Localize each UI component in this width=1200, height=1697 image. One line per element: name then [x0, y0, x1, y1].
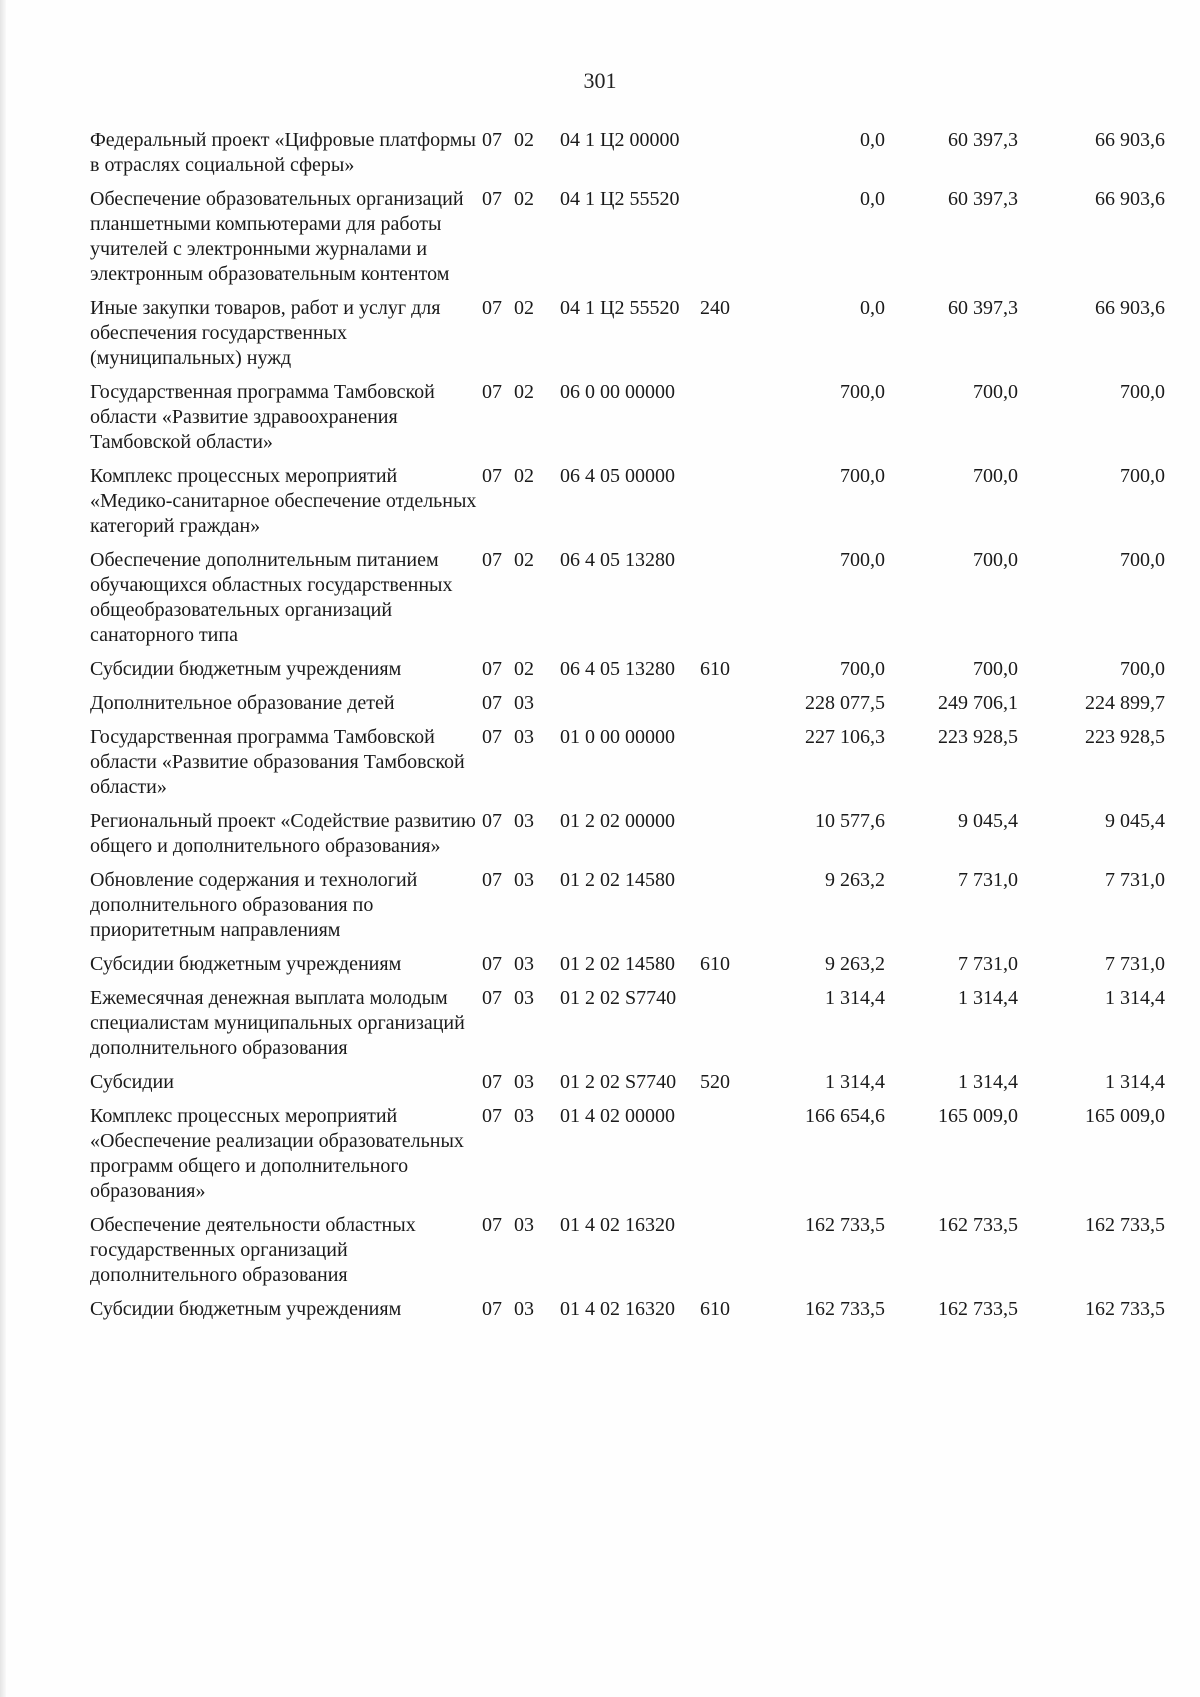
cell-name: Комплекс процессных мероприятий «Обеспечение реализации образовательных программ общего и дополнительного образования»	[90, 1105, 464, 1202]
cell-amount-1: 0,0	[860, 129, 885, 151]
cell-amount-3: 165 009,0	[1085, 1105, 1165, 1127]
cell-amount-3: 700,0	[1120, 549, 1165, 571]
cell-section: 07	[482, 129, 502, 151]
cell-expense-type	[700, 128, 760, 187]
cell-expense-type	[700, 1104, 760, 1213]
cell-expense-type	[700, 380, 760, 464]
cell-subsection: 03	[514, 1298, 534, 1320]
cell-amount-2: 700,0	[973, 658, 1018, 680]
cell-subsection: 03	[514, 987, 534, 1009]
cell-name: Субсидии бюджетным учреждениям	[90, 658, 402, 680]
cell-section: 07	[482, 987, 502, 1009]
cell-expense-type: 240	[700, 297, 730, 319]
cell-section: 07	[482, 810, 502, 832]
cell-target-article	[560, 691, 700, 725]
cell-target-article: 06 4 05 00000	[560, 465, 675, 487]
table-row	[90, 1213, 1165, 1297]
cell-subsection: 03	[514, 1071, 534, 1093]
cell-amount-2: 700,0	[973, 465, 1018, 487]
table-row	[90, 657, 1165, 691]
table-row	[90, 1297, 1165, 1331]
cell-subsection: 02	[514, 129, 534, 151]
cell-amount-2: 60 397,3	[948, 297, 1018, 319]
cell-name: Субсидии бюджетным учреждениям	[90, 1298, 402, 1320]
cell-target-article: 01 4 02 00000	[560, 1105, 675, 1127]
cell-subsection: 03	[514, 726, 534, 748]
cell-amount-2: 165 009,0	[938, 1105, 1018, 1127]
cell-target-article: 01 2 02 S7740	[560, 987, 677, 1009]
cell-amount-2: 1 314,4	[958, 987, 1018, 1009]
cell-amount-3: 7 731,0	[1105, 953, 1165, 975]
cell-amount-3: 66 903,6	[1095, 129, 1165, 151]
cell-amount-3: 223 928,5	[1085, 726, 1165, 748]
table-row	[90, 725, 1165, 809]
cell-target-article: 06 4 05 13280	[560, 549, 675, 571]
cell-amount-3: 9 045,4	[1105, 810, 1165, 832]
cell-name: Обновление содержания и технологий дополнительного образования по приоритетным направлениям	[90, 869, 418, 941]
cell-target-article: 01 2 02 14580	[560, 869, 675, 891]
cell-amount-1: 227 106,3	[805, 726, 885, 748]
cell-amount-1: 166 654,6	[805, 1105, 885, 1127]
cell-subsection: 03	[514, 869, 534, 891]
cell-expense-type: 610	[700, 1298, 730, 1320]
table-row	[90, 986, 1165, 1070]
cell-target-article: 01 0 00 00000	[560, 726, 675, 748]
cell-amount-2: 7 731,0	[958, 953, 1018, 975]
cell-expense-type	[700, 548, 760, 657]
cell-amount-2: 162 733,5	[938, 1298, 1018, 1320]
cell-name: Федеральный проект «Цифровые платформы в отраслях социальной сферы»	[90, 129, 476, 176]
cell-name: Комплекс процессных мероприятий «Медико-санитарное обеспечение отдельных категорий граждан»	[90, 465, 477, 537]
cell-amount-1: 0,0	[860, 297, 885, 319]
cell-expense-type	[700, 986, 760, 1070]
cell-target-article: 01 4 02 16320	[560, 1214, 675, 1236]
cell-section: 07	[482, 188, 502, 210]
cell-section: 07	[482, 1105, 502, 1127]
cell-name: Ежемесячная денежная выплата молодым специалистам муниципальных организаций дополнительного образования	[90, 987, 465, 1059]
cell-expense-type	[700, 1213, 760, 1297]
cell-subsection: 03	[514, 810, 534, 832]
cell-section: 07	[482, 1214, 502, 1236]
cell-amount-1: 1 314,4	[825, 1071, 885, 1093]
cell-amount-3: 162 733,5	[1085, 1214, 1165, 1236]
cell-expense-type	[700, 725, 760, 809]
cell-expense-type	[700, 809, 760, 868]
cell-section: 07	[482, 692, 502, 714]
cell-expense-type: 520	[700, 1071, 730, 1093]
cell-subsection: 03	[514, 1105, 534, 1127]
cell-subsection: 02	[514, 297, 534, 319]
cell-name: Государственная программа Тамбовской области «Развитие образования Тамбовской области»	[90, 726, 465, 798]
cell-amount-3: 700,0	[1120, 658, 1165, 680]
cell-subsection: 03	[514, 1214, 534, 1236]
cell-amount-1: 700,0	[840, 658, 885, 680]
cell-expense-type	[700, 868, 760, 952]
table-row	[90, 868, 1165, 952]
cell-name: Обеспечение дополнительным питанием обучающихся областных государственных общеобразовательных организаций санаторного типа	[90, 549, 453, 646]
cell-subsection: 02	[514, 465, 534, 487]
cell-amount-2: 700,0	[973, 549, 1018, 571]
cell-section: 07	[482, 1071, 502, 1093]
cell-amount-2: 60 397,3	[948, 129, 1018, 151]
cell-name: Дополнительное образование детей	[90, 692, 395, 714]
cell-section: 07	[482, 869, 502, 891]
table-row	[90, 1070, 1165, 1104]
cell-amount-1: 10 577,6	[815, 810, 885, 832]
cell-amount-2: 1 314,4	[958, 1071, 1018, 1093]
cell-amount-1: 0,0	[860, 188, 885, 210]
cell-subsection: 03	[514, 953, 534, 975]
cell-amount-1: 162 733,5	[805, 1214, 885, 1236]
cell-amount-3: 7 731,0	[1105, 869, 1165, 891]
table-row	[90, 128, 1165, 187]
budget-table-body	[90, 128, 1165, 1331]
cell-subsection: 03	[514, 692, 534, 714]
cell-name: Государственная программа Тамбовской области «Развитие здравоохранения Тамбовской области»	[90, 381, 435, 453]
cell-section: 07	[482, 658, 502, 680]
cell-expense-type	[700, 187, 760, 296]
cell-target-article: 01 4 02 16320	[560, 1298, 675, 1320]
cell-amount-3: 162 733,5	[1085, 1298, 1165, 1320]
budget-table	[90, 128, 1165, 1331]
cell-target-article: 01 2 02 00000	[560, 810, 675, 832]
cell-section: 07	[482, 465, 502, 487]
table-row	[90, 548, 1165, 657]
cell-target-article: 01 2 02 S7740	[560, 1071, 677, 1093]
cell-amount-2: 7 731,0	[958, 869, 1018, 891]
cell-amount-3: 66 903,6	[1095, 297, 1165, 319]
cell-amount-3: 1 314,4	[1105, 1071, 1165, 1093]
table-row	[90, 187, 1165, 296]
cell-section: 07	[482, 381, 502, 403]
cell-amount-1: 228 077,5	[805, 692, 885, 714]
cell-name: Обеспечение деятельности областных государственных организаций дополнительного образования	[90, 1214, 416, 1286]
cell-amount-1: 162 733,5	[805, 1298, 885, 1320]
cell-amount-1: 9 263,2	[825, 869, 885, 891]
cell-amount-1: 1 314,4	[825, 987, 885, 1009]
cell-section: 07	[482, 549, 502, 571]
cell-target-article: 04 1 Ц2 55520	[560, 297, 680, 319]
cell-target-article: 06 4 05 13280	[560, 658, 675, 680]
cell-amount-1: 700,0	[840, 381, 885, 403]
cell-amount-1: 700,0	[840, 549, 885, 571]
cell-section: 07	[482, 297, 502, 319]
cell-expense-type: 610	[700, 658, 730, 680]
table-row	[90, 464, 1165, 548]
cell-amount-1: 9 263,2	[825, 953, 885, 975]
cell-amount-3: 66 903,6	[1095, 188, 1165, 210]
cell-name: Субсидии	[90, 1071, 174, 1093]
cell-amount-3: 224 899,7	[1085, 692, 1165, 714]
cell-name: Региональный проект «Содействие развитию общего и дополнительного образования»	[90, 810, 476, 857]
cell-section: 07	[482, 953, 502, 975]
cell-expense-type	[700, 464, 760, 548]
page-number: 301	[583, 68, 617, 93]
scan-edge	[0, 0, 6, 1697]
table-row	[90, 691, 1165, 725]
cell-section: 07	[482, 1298, 502, 1320]
cell-target-article: 04 1 Ц2 00000	[560, 129, 680, 151]
cell-target-article: 04 1 Ц2 55520	[560, 188, 680, 210]
table-row	[90, 296, 1165, 380]
cell-target-article: 06 0 00 00000	[560, 381, 675, 403]
cell-name: Субсидии бюджетным учреждениям	[90, 953, 402, 975]
cell-amount-2: 223 928,5	[938, 726, 1018, 748]
cell-name: Обеспечение образовательных организаций планшетными компьютерами для работы учителей с электронными журналами и электронным образовательным контентом	[90, 188, 464, 285]
cell-name: Иные закупки товаров, работ и услуг для обеспечения государственных (муниципальных) нужд	[90, 297, 441, 369]
cell-subsection: 02	[514, 188, 534, 210]
cell-amount-2: 9 045,4	[958, 810, 1018, 832]
table-row	[90, 380, 1165, 464]
cell-subsection: 02	[514, 381, 534, 403]
cell-amount-2: 60 397,3	[948, 188, 1018, 210]
cell-section: 07	[482, 726, 502, 748]
table-row	[90, 1104, 1165, 1213]
table-row	[90, 809, 1165, 868]
cell-amount-2: 162 733,5	[938, 1214, 1018, 1236]
cell-subsection: 02	[514, 658, 534, 680]
cell-expense-type	[700, 691, 760, 725]
cell-subsection: 02	[514, 549, 534, 571]
cell-amount-1: 700,0	[840, 465, 885, 487]
cell-amount-2: 249 706,1	[938, 692, 1018, 714]
cell-target-article: 01 2 02 14580	[560, 953, 675, 975]
table-row	[90, 952, 1165, 986]
cell-amount-3: 700,0	[1120, 465, 1165, 487]
cell-amount-3: 1 314,4	[1105, 987, 1165, 1009]
cell-expense-type: 610	[700, 953, 730, 975]
cell-amount-3: 700,0	[1120, 381, 1165, 403]
cell-amount-2: 700,0	[973, 381, 1018, 403]
